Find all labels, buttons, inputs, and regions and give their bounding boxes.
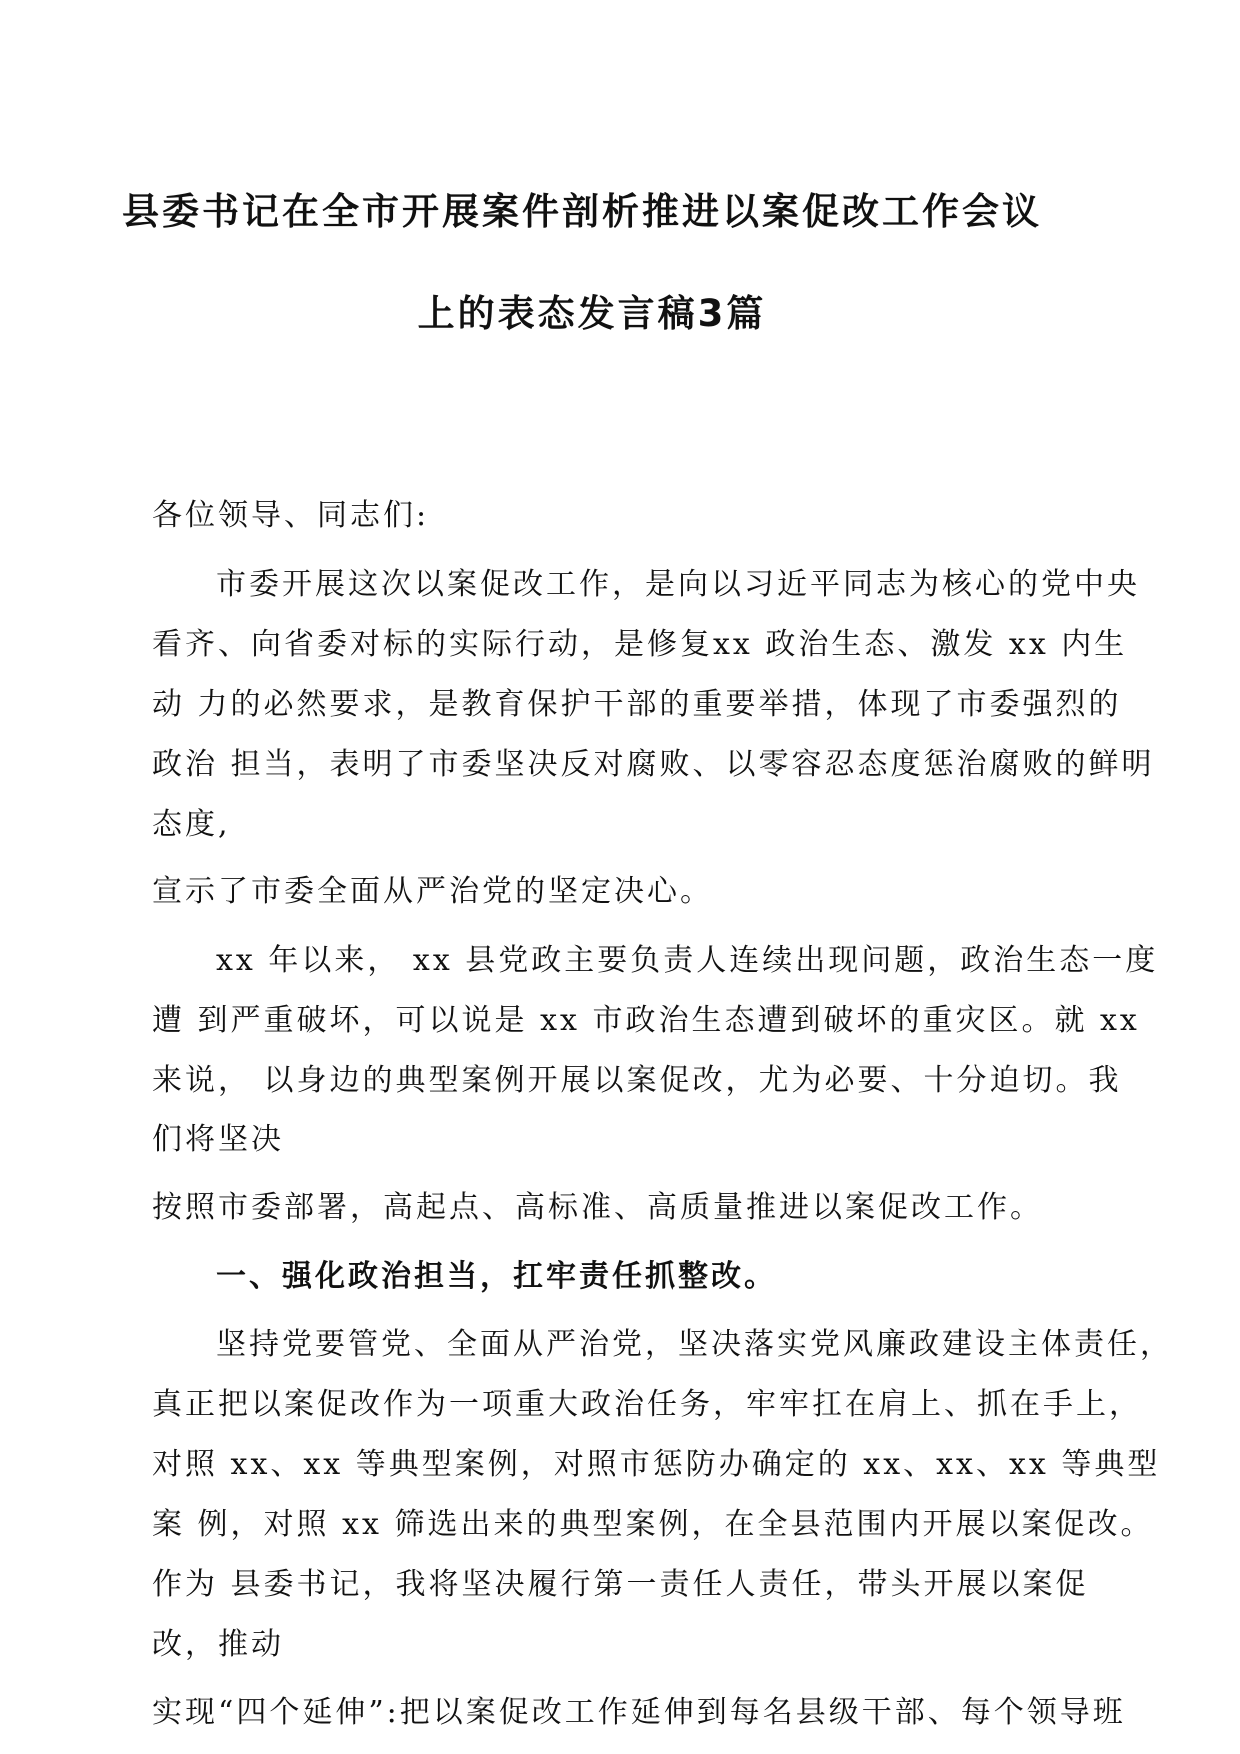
paragraph-line: 按照市委部署，高起点、高标准、高质量推进以案促改工作。: [152, 1190, 1043, 1225]
paragraph-line: 改，推动: [152, 1627, 284, 1662]
paragraph-line: 实现“四个延伸”:把以案促改工作延伸到每名县级干部、每个领导班: [152, 1695, 1126, 1730]
salutation: 各位领导、同志们:: [152, 498, 430, 533]
paragraph-line: 态度,: [152, 807, 231, 842]
paragraph-line: 坚持党要管党、全面从严治党，坚决落实党风廉政建设主体责任，: [216, 1327, 1173, 1362]
paragraph-line: 遭 到严重破坏，可以说是 xx 市政治生态遭到破坏的重灾区。就 xx: [152, 1003, 1140, 1038]
paragraph-line: 案 例，对照 xx 筛选出来的典型案例，在全县范围内开展以案促改。: [152, 1507, 1154, 1542]
paragraph-line: 政治 担当，表明了市委坚决反对腐败、以零容忍态度惩治腐败的鲜明: [152, 747, 1155, 782]
paragraph-line: 动 力的必然要求，是教育保护干部的重要举措，体现了市委强烈的: [152, 687, 1122, 722]
paragraph-line: 们将坚决: [152, 1122, 284, 1157]
paragraph-line: 宣示了市委全面从严治党的坚定决心。: [152, 874, 713, 909]
document-title-line-1: 县委书记在全市开展案件剖析推进以案促改工作会议: [122, 190, 1042, 233]
section-heading: 一、强化政治担当，扛牢责任抓整改。: [216, 1259, 777, 1294]
paragraph-line: 来说， 以身边的典型案例开展以案促改，尤为必要、十分迫切。我: [152, 1063, 1122, 1098]
paragraph-line: 对照 xx、xx 等典型案例，对照市惩防办确定的 xx、xx、xx 等典型: [152, 1447, 1161, 1482]
paragraph-line: 作为 县委书记，我将坚决履行第一责任人责任，带头开展以案促: [152, 1567, 1089, 1602]
paragraph-line: 看齐、向省委对标的实际行动，是修复xx 政治生态、激发 xx 内生: [152, 627, 1128, 662]
paragraph-line: xx 年以来， xx 县党政主要负责人连续出现问题，政治生态一度: [216, 943, 1159, 978]
paragraph-line: 市委开展这次以案促改工作，是向以习近平同志为核心的党中央: [216, 567, 1140, 602]
document-title-line-2: 上的表态发言稿3篇: [417, 292, 767, 335]
paragraph-line: 真正把以案促改作为一项重大政治任务，牢牢扛在肩上、抓在手上，: [152, 1387, 1142, 1422]
